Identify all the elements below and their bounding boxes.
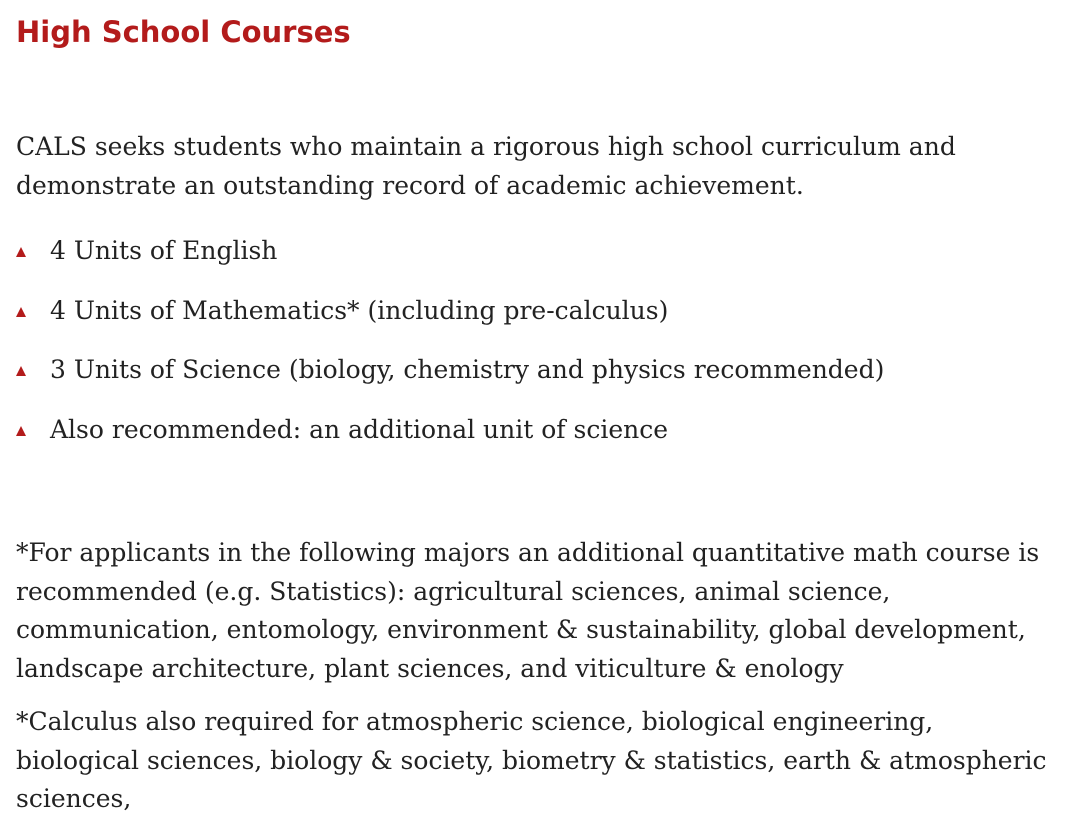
requirement-text: 4 Units of Mathematics* (including pre-calculus) bbox=[50, 295, 669, 325]
requirement-text: Also recommended: an additional unit of science bbox=[50, 414, 669, 444]
triangle-bullet-icon bbox=[16, 247, 26, 257]
triangle-bullet-icon bbox=[16, 426, 26, 436]
page-title: High School Courses bbox=[16, 15, 351, 49]
intro-paragraph: CALS seeks students who maintain a rigorous high school curriculum and demonstrate an outstanding record of academic achievement. bbox=[16, 132, 956, 200]
triangle-bullet-icon bbox=[16, 307, 26, 317]
calculus-note: *Calculus also required for atmospheric science, biological engineering, biological sciences, biology & society, biometry & statistics, earth & atmospheric sciences, bbox=[16, 707, 1047, 813]
math-course-note: *For applicants in the following majors an additional quantitative math course is recommended (e.g. Statistics): agricultural sciences, animal science, communication, entomology, environment & sustainability, global development, landscape architecture, plant sciences, and viticulture & enology bbox=[16, 538, 1040, 683]
requirement-text: 3 Units of Science (biology, chemistry and physics recommended) bbox=[50, 355, 885, 384]
requirement-text: 4 Units of English bbox=[50, 236, 278, 265]
triangle-bullet-icon bbox=[16, 366, 26, 376]
